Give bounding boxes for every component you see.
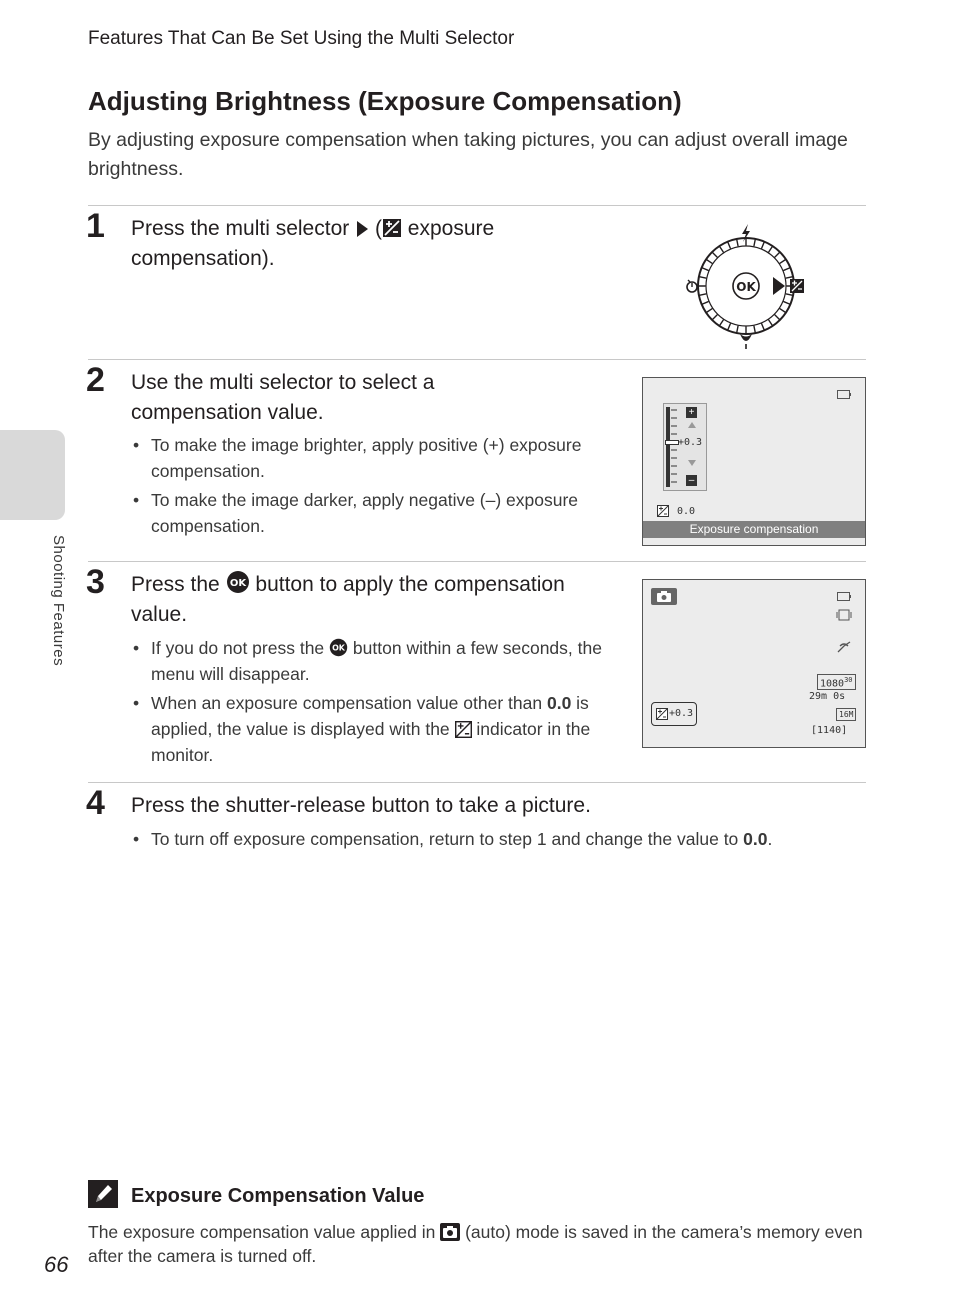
svg-text:OK: OK — [229, 578, 246, 589]
macro-icon — [740, 334, 752, 349]
exposure-compensation-icon — [656, 708, 668, 720]
list-item: • To make the image brighter, apply positive (+) exposure compensation. — [131, 432, 616, 484]
auto-mode-camera-icon — [651, 588, 677, 605]
note-pencil-icon — [88, 1180, 118, 1208]
slider-value-label: +0.3 — [678, 437, 703, 448]
step-divider — [88, 561, 866, 562]
auto-mode-camera-icon — [440, 1223, 460, 1241]
step-number-3: 3 — [86, 563, 105, 601]
menu-caption: Exposure compensation — [643, 521, 865, 538]
step-number-2: 2 — [86, 361, 105, 399]
step-4-text: Press the shutter-release button to take a picture. — [131, 794, 591, 817]
right-arrow-icon — [355, 220, 369, 238]
minus-icon: – — [686, 475, 697, 486]
multi-selector-diagram — [680, 222, 812, 350]
svg-text:OK: OK — [736, 280, 756, 294]
step-divider — [88, 359, 866, 360]
step-3-text-b: button to apply the compensation value. — [131, 573, 565, 626]
step-3-bullets — [131, 635, 616, 771]
plus-icon: + — [686, 407, 697, 418]
exposure-compensation-icon — [657, 505, 669, 517]
slider-track — [666, 407, 670, 487]
step-3-text-a: Press the — [131, 573, 220, 596]
movie-size-indicator: 1080$^{30}$ — [817, 674, 856, 690]
step-2-bullets — [131, 432, 616, 542]
exposure-value-text: +0.3 — [669, 708, 694, 719]
motion-detection-icon — [836, 640, 852, 654]
shooting-screen — [642, 579, 866, 748]
exposure-value-indicator — [651, 702, 697, 726]
step-1-text-c: exposure compensation). — [131, 217, 495, 270]
list-item: • When an exposure compensation value other than 0.0 is applied, the value is displayed with the indicator in the monitor. — [131, 690, 616, 768]
page-title: Adjusting Brightness (Exposure Compensation) — [88, 86, 682, 116]
step-divider — [88, 782, 866, 783]
ok-button-icon — [226, 570, 250, 594]
shots-remaining: [1140] — [811, 725, 848, 736]
note-text: The exposure compensation value applied in (auto) mode is saved in the camera’s memory even after the camera is turned off. — [88, 1222, 863, 1266]
step-number-4: 4 — [86, 784, 105, 822]
step-4-bullets — [131, 826, 871, 855]
down-arrow-icon — [688, 460, 696, 466]
step-number-1: 1 — [86, 207, 105, 245]
movie-time-remaining: 29m 0s — [809, 691, 846, 702]
exposure-compensation-icon — [790, 279, 804, 293]
chapter-side-label: Shooting Features — [50, 535, 67, 667]
current-exposure-value: 0.0 — [677, 506, 696, 517]
self-timer-icon — [687, 280, 697, 292]
list-item: • If you do not press the OK button within a few seconds, the menu will disappear. — [131, 635, 616, 687]
battery-icon — [837, 592, 851, 601]
step-1-text-b: ( — [374, 217, 382, 240]
list-item: • To make the image darker, apply negative (–) exposure compensation. — [131, 487, 616, 539]
note-title: Exposure Compensation Value — [131, 1185, 425, 1207]
step-divider — [88, 205, 866, 206]
exposure-compensation-icon — [455, 721, 472, 738]
ok-button-icon — [733, 273, 759, 299]
step-1-text — [131, 214, 571, 274]
step-2-text: Use the multi selector to select a compensation value. — [131, 371, 435, 424]
up-arrow-icon — [688, 422, 696, 428]
running-header: Features That Can Be Set Using the Multi Selector — [88, 28, 515, 49]
step-3-text — [131, 570, 571, 630]
ok-button-icon — [329, 638, 348, 657]
list-item: • To turn off exposure compensation, return to step 1 and change the value to 0.0. — [131, 826, 871, 852]
slider-indicator[interactable] — [665, 440, 679, 445]
chapter-tab — [0, 430, 65, 520]
intro-text: By adjusting exposure compensation when taking pictures, you can adjust overall image brightness. — [88, 129, 848, 180]
svg-text:OK: OK — [332, 643, 345, 653]
step-1-text-a: Press the multi selector — [131, 217, 350, 240]
image-size-indicator: 16M — [836, 708, 856, 721]
value-bold: 0.0 — [546, 693, 572, 713]
vibration-reduction-icon — [836, 608, 852, 622]
value-bold: 0.0 — [743, 829, 768, 849]
exposure-slider[interactable] — [663, 403, 707, 491]
page-number: 66 — [44, 1252, 69, 1277]
battery-icon — [837, 390, 851, 399]
exposure-menu-screen — [642, 377, 866, 546]
exposure-compensation-icon — [382, 218, 402, 238]
